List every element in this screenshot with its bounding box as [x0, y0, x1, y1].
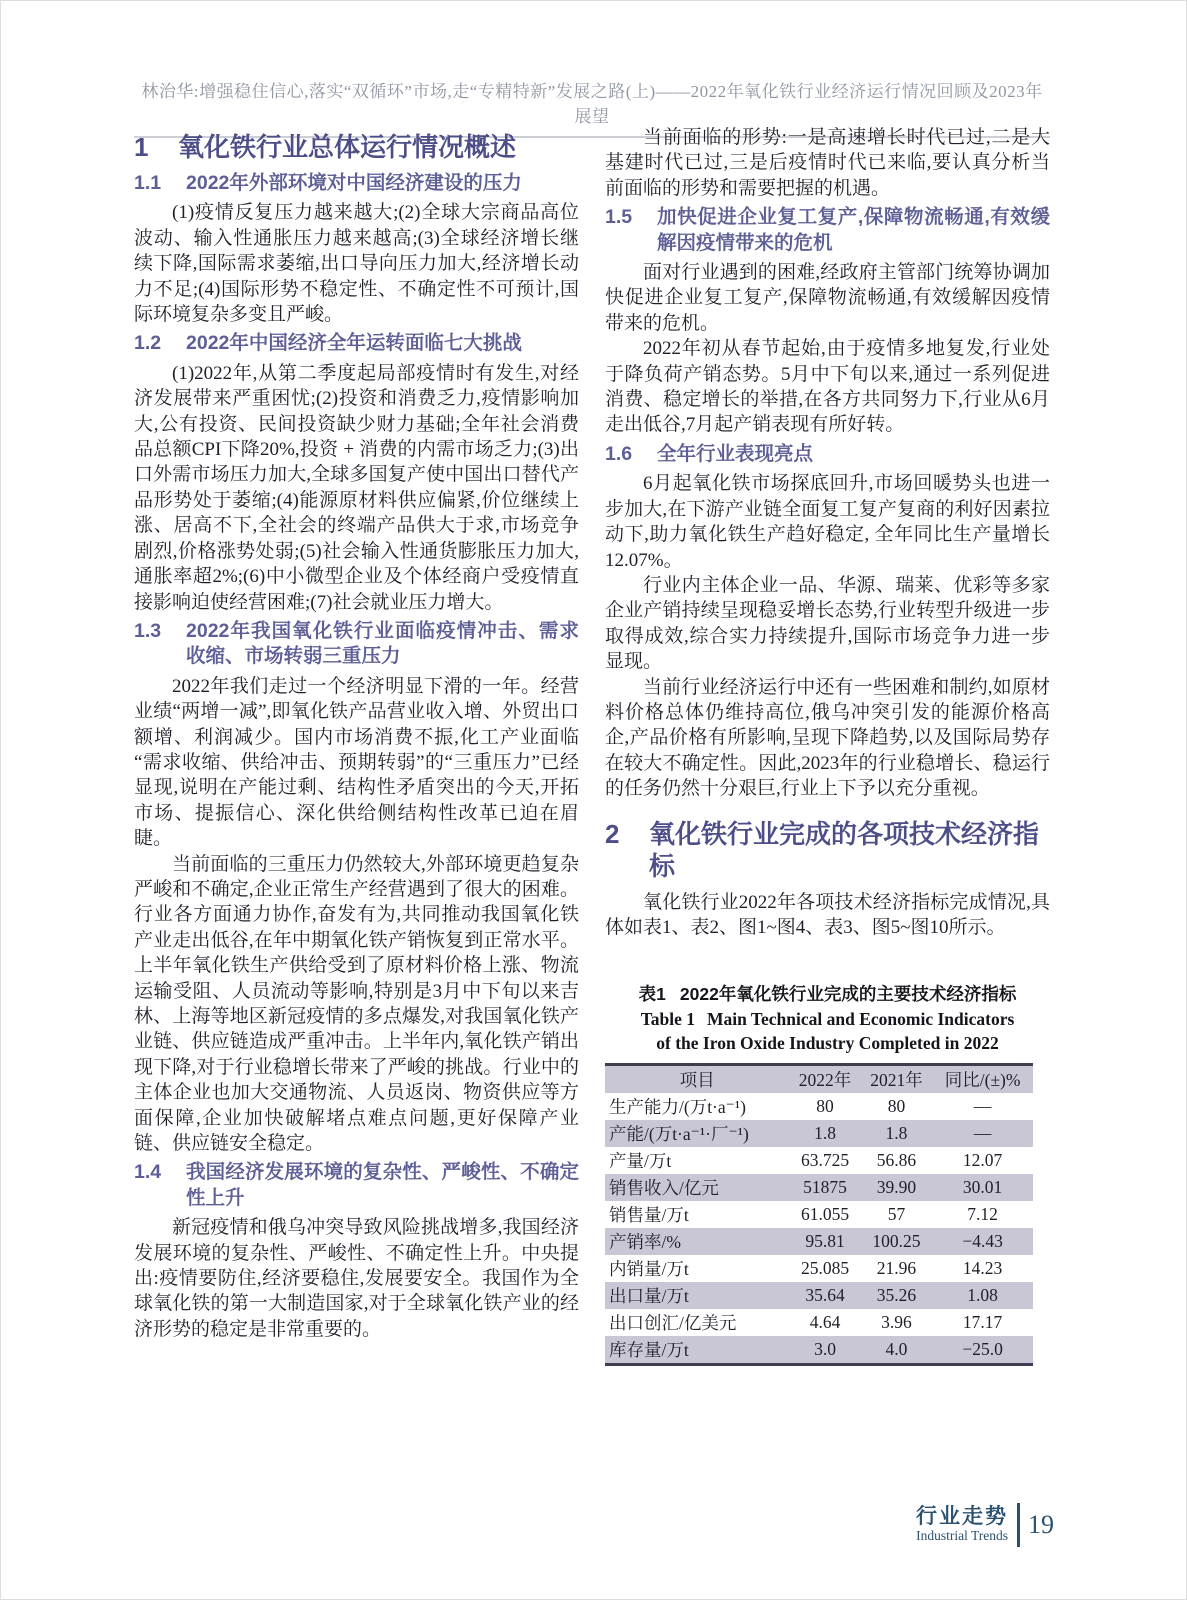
row-value: 80 — [887, 1096, 906, 1117]
section-title: 氧化铁行业总体运行情况概述 — [178, 132, 517, 162]
footer-section-zh: 行业走势 — [916, 1505, 1008, 1528]
table-row — [605, 1147, 1033, 1174]
subsection-heading-1-3 — [134, 619, 579, 670]
left-column — [134, 125, 579, 1366]
row-value: 61.055 — [800, 1204, 850, 1225]
table-row — [605, 1120, 1033, 1147]
footer-section-name — [916, 1506, 1008, 1544]
column-header: 同比/(±)% — [944, 1070, 1021, 1091]
table1-label-zh: 表1 — [638, 984, 666, 1005]
table1-title-en-text: Main Technical and Economic Indicators of the Iron Oxide Industry Completed in 2022 — [656, 1009, 1015, 1054]
subsection-number: 1.3 — [134, 619, 162, 642]
row-value: 80 — [816, 1096, 834, 1117]
row-value: −4.43 — [962, 1231, 1003, 1252]
page-number: 19 — [1028, 1510, 1054, 1539]
table1-rows — [605, 1093, 1033, 1365]
paragraph: 2022年初从春节起始,由于疫情多地复发,行业处于降负荷产销态势。5月中下旬以来,通过一系列促进消费、稳定增长的举措,在各方共同努力下,行业从6月走出低谷,7月起产销表现有所好转。 — [605, 338, 1050, 436]
row-value: — — [973, 1096, 992, 1117]
subsection-title: 2022年外部环境对中国经济建设的压力 — [186, 172, 522, 194]
row-value: 7.12 — [967, 1204, 998, 1225]
subsection-number: 1.2 — [134, 332, 162, 355]
subsection-title: 2022年我国氧化铁行业面临疫情冲击、需求收缩、市场转弱三重压力 — [186, 619, 579, 668]
row-label: 出口创汇/亿美元 — [609, 1313, 737, 1334]
page-footer — [916, 1503, 1054, 1547]
paragraph: 面对行业遇到的困难,经政府主管部门统筹协调加快促进企业复工复产,保障物流畅通,有效缓解因疫情带来的危机。 — [605, 262, 1050, 334]
subsection-number: 1.4 — [134, 1161, 162, 1184]
subsection-heading-1-6 — [605, 442, 1050, 467]
footer-section-en: Industrial Trends — [916, 1528, 1008, 1543]
row-label: 库存量/万t — [609, 1340, 689, 1361]
row-value: 56.86 — [876, 1150, 917, 1171]
table1-title-zh-text: 2022年氧化铁行业完成的主要技术经济指标 — [679, 984, 1017, 1005]
table1-title-en — [636, 1007, 1019, 1055]
subsection-heading-1-1 — [134, 171, 579, 196]
table-header-row — [605, 1065, 1033, 1094]
page-content — [134, 125, 1050, 1366]
row-value: 4.0 — [885, 1339, 908, 1360]
table1-block — [605, 982, 1050, 1366]
row-label: 产量/万t — [609, 1151, 672, 1172]
row-value: 57 — [887, 1204, 906, 1225]
subsection-heading-1-2 — [134, 331, 579, 356]
row-value: 35.64 — [805, 1285, 845, 1306]
section-heading-1 — [134, 131, 579, 163]
section-heading-2 — [605, 818, 1050, 882]
table1-title-zh — [605, 982, 1050, 1007]
column-header: 2021年 — [870, 1070, 923, 1091]
right-column — [605, 125, 1050, 1366]
paragraph: 2022年我们走过一个经济明显下滑的一年。经营业绩“两增一减”,即氧化铁产品营业收入增、外贸出口额增、利润减少。国内市场消费不振,化工产业面临“需求收缩、供给冲击、预期转弱”的“三重压力”已经显现,说明在产能过剩、结构性矛盾突出的今天,开拓市场、提振信心、深化供给侧结构性改革已迫在眉睫。 — [134, 675, 579, 850]
row-value: 14.23 — [962, 1258, 1003, 1279]
row-value: — — [973, 1123, 992, 1144]
section-title: 氧化铁行业完成的各项技术经济指标 — [649, 818, 1040, 881]
table-row — [605, 1201, 1033, 1228]
subsection-number: 1.1 — [134, 172, 162, 194]
row-value: 25.085 — [800, 1258, 850, 1279]
row-value: 95.81 — [805, 1231, 845, 1252]
row-value: 1.8 — [885, 1123, 908, 1144]
table-row — [605, 1174, 1033, 1201]
table1-header — [605, 1065, 1033, 1094]
subsection-title: 加快促进企业复工复产,保障物流畅通,有效缓解因疫情带来的危机 — [657, 206, 1050, 254]
paragraph: (1)2022年,从第二季度起局部疫情时有发生,对经济发展带来严重困忧;(2)投资和消费乏力,疫情影响加大,公有投资、民间投资缺少财力基础;全年社会消费品总额CPI下降20%,投资 + 消费的内需市场乏力;(3)出口外需市场压力加大,全球多国复产使中国出口替代产品形势处于萎缩;(4)能源原材料供应偏紧,价位继续上涨、居高不下,全社会的终端产品供大于求,市场竞争剧烈,价格涨势处弱;(5)社会输入性通货膨胀压力加大,通胀率超2%;(6)中小微型企业及个体经商户受疫情直接影响迫使经营困难;(7)社会就业压力增大。 — [134, 362, 579, 613]
subsection-title: 2022年中国经济全年运转面临七大挑战 — [186, 332, 522, 355]
footer-divider — [1017, 1503, 1020, 1547]
paragraph: 当前面临的三重压力仍然较大,外部环境更趋复杂严峻和不确定,企业正常生产经营遇到了很大的困难。行业各方面通力协作,奋发有为,共同推动我国氧化铁产业走出低谷,在年中期氧化铁产销恢复到正常水平。上半年氧化铁生产供给受到了原材料价格上涨、物流运输受阻、人员流动等影响,特别是3月中下旬以来吉林、上海等地区新冠疫情的多点爆发,对我国氧化铁产业链、供应链造成严重冲击。上半年内,氧化铁产销出现下降,对于行业稳增长带来了严峻的挑战。行业中的主体企业也加大交通物流、人员返岗、物资供应等方面保障,企业加快破解堵点难点问题,更好保障产业链、供应链安全稳定。 — [134, 853, 579, 1155]
row-value: 39.90 — [876, 1177, 917, 1198]
table-row — [605, 1336, 1033, 1365]
subsection-heading-1-4 — [134, 1160, 579, 1211]
row-label: 产能/(万t·a⁻¹·厂⁻¹) — [609, 1124, 749, 1145]
row-value: 12.07 — [962, 1150, 1003, 1171]
paragraph: 行业内主体企业一品、华源、瑞莱、优彩等多家企业产销持续呈现稳妥增长态势,行业转型升级进一步取得成效,综合实力持续提升,国际市场竞争力进一步显现。 — [605, 574, 1050, 673]
subsection-number: 1.6 — [605, 442, 633, 465]
paragraph: 当前行业经济运行中还有一些困难和制约,如原材料价格总体仍维持高位,俄乌冲突引发的能源价格高企,产品价格有所影响,呈现下降趋势,以及国际局势存在较大不确定性。因此,2023年的行业稳增长、稳运行的任务仍然十分艰巨,行业上下予以充分重视。 — [605, 676, 1050, 800]
subsection-number: 1.5 — [605, 206, 633, 229]
row-value: 30.01 — [962, 1177, 1003, 1198]
row-value: 1.08 — [967, 1285, 998, 1306]
row-value: 35.26 — [876, 1285, 917, 1306]
subsection-title: 我国经济发展环境的复杂性、严峻性、不确定性上升 — [186, 1161, 579, 1209]
row-value: 100.25 — [872, 1231, 921, 1252]
row-label: 出口量/万t — [609, 1286, 689, 1307]
paragraph: (1)疫情反复压力越来越大;(2)全球大宗商品高位波动、输入性通胀压力越来越高;(3)全球经济增长继续下降,国际需求萎缩,出口导向压力加大,经济增长动力不足;(4)国际形势不稳定性、不确定性不可预计,国际环境复杂多变且严峻。 — [134, 202, 579, 326]
table1-label-en: Table 1 — [640, 1009, 696, 1030]
row-label: 内销量/万t — [609, 1259, 689, 1280]
table1 — [605, 1063, 1033, 1366]
column-header: 2022年 — [798, 1070, 852, 1091]
section-number: 2 — [605, 818, 620, 849]
row-value: 3.96 — [881, 1312, 912, 1333]
row-label: 销售收入/亿元 — [609, 1178, 719, 1199]
table-row — [605, 1309, 1033, 1336]
paragraph: 新冠疫情和俄乌冲突导致风险挑战增多,我国经济发展环境的复杂性、严峻性、不确定性上升。中央提出:疫情要防住,经济要稳住,发展要安全。我国作为全球氧化铁的第一大制造国家,对于全球氧化铁产业的经济形势的稳定是非常重要的。 — [134, 1217, 579, 1340]
table-row — [605, 1093, 1033, 1120]
column-header: 项目 — [679, 1070, 715, 1091]
row-label: 生产能力/(万t·a⁻¹) — [609, 1097, 746, 1118]
table-row — [605, 1255, 1033, 1282]
table-row — [605, 1228, 1033, 1255]
row-value: 17.17 — [962, 1312, 1003, 1333]
paragraph: 当前面临的形势:一是高速增长时代已过,二是大基建时代已过,三是后疫情时代已来临,要认真分析当前面临的形势和需要把握的机遇。 — [605, 127, 1050, 199]
row-value: 21.96 — [876, 1258, 917, 1279]
paragraph: 氧化铁行业2022年各项技术经济指标完成情况,具体如表1、表2、图1~图4、表3、图5~图10所示。 — [605, 891, 1050, 938]
row-value: 3.0 — [814, 1339, 836, 1360]
row-value: −25.0 — [962, 1339, 1003, 1360]
row-value: 63.725 — [800, 1150, 850, 1171]
subsection-title: 全年行业表现亮点 — [657, 442, 814, 465]
row-label: 销售量/万t — [609, 1205, 689, 1226]
section-number: 1 — [134, 132, 149, 162]
running-head: 林治华:增强稳住信心,落实“双循环”市场,走“专精特新”发展之路(上)——2022年氧化铁行业经济运行情况回顾及2023年展望 — [134, 77, 1050, 138]
row-value: 1.8 — [814, 1123, 836, 1144]
table-row — [605, 1282, 1033, 1309]
row-value: 4.64 — [809, 1312, 841, 1333]
row-label: 产销率/% — [609, 1232, 681, 1253]
subsection-heading-1-5 — [605, 205, 1050, 256]
row-value: 51875 — [803, 1177, 847, 1198]
paragraph: 6月起氧化铁市场探底回升,市场回暖势头也进一步加大,在下游产业链全面复工复产复商的利好因素拉动下,助力氧化铁生产趋好稳定, 全年同比生产量增长12.07%。 — [605, 473, 1050, 571]
